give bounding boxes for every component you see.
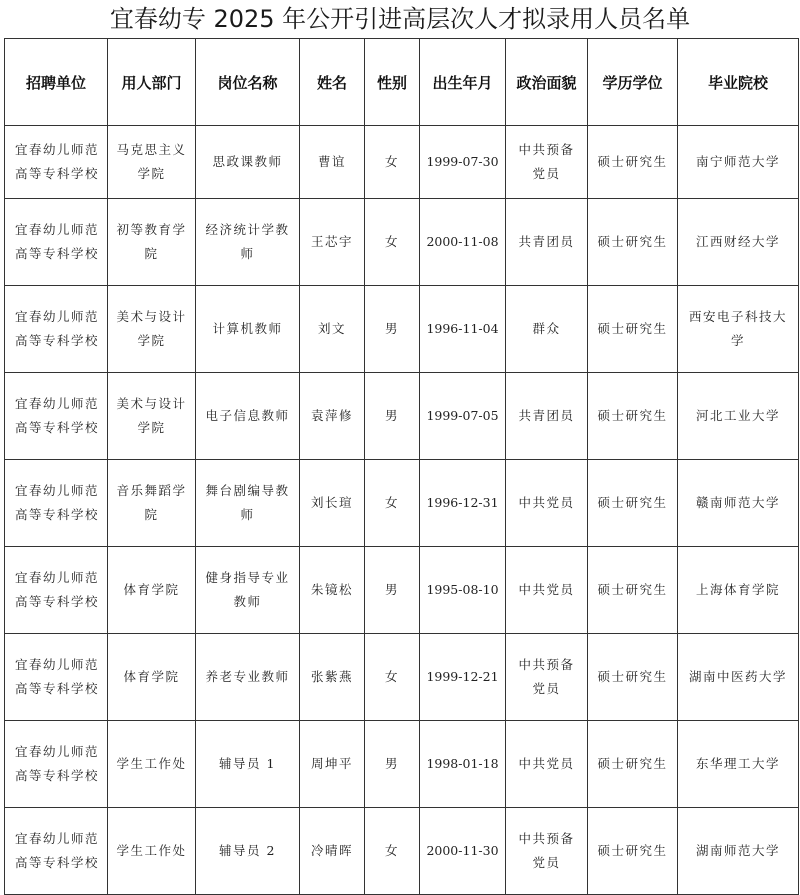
cell-name: 张紫燕 bbox=[300, 634, 365, 721]
cell-degree: 硕士研究生 bbox=[588, 547, 678, 634]
table-row bbox=[5, 199, 799, 286]
cell-position: 舞台剧编导教师 bbox=[196, 460, 300, 547]
cell-degree: 硕士研究生 bbox=[588, 460, 678, 547]
cell-gender: 女 bbox=[365, 199, 420, 286]
header-gender: 性别 bbox=[365, 39, 420, 126]
cell-degree: 硕士研究生 bbox=[588, 808, 678, 895]
cell-unit: 宜春幼儿师范高等专科学校 bbox=[5, 460, 108, 547]
cell-political: 中共党员 bbox=[506, 547, 588, 634]
cell-gender: 女 bbox=[365, 126, 420, 199]
cell-name: 冷晴晖 bbox=[300, 808, 365, 895]
cell-dept: 美术与设计学院 bbox=[108, 286, 196, 373]
cell-name: 曹谊 bbox=[300, 126, 365, 199]
table-row bbox=[5, 126, 799, 199]
cell-degree: 硕士研究生 bbox=[588, 199, 678, 286]
header-position: 岗位名称 bbox=[196, 39, 300, 126]
cell-school: 赣南师范大学 bbox=[678, 460, 799, 547]
cell-birth: 2000-11-30 bbox=[420, 808, 506, 895]
cell-position: 计算机教师 bbox=[196, 286, 300, 373]
cell-school: 上海体育学院 bbox=[678, 547, 799, 634]
document-title: 宜春幼专 2025 年公开引进高层次人才拟录用人员名单 bbox=[109, 5, 691, 33]
cell-degree: 硕士研究生 bbox=[588, 373, 678, 460]
cell-gender: 男 bbox=[365, 373, 420, 460]
cell-birth: 1995-08-10 bbox=[420, 547, 506, 634]
cell-name: 王芯宇 bbox=[300, 199, 365, 286]
cell-degree: 硕士研究生 bbox=[588, 126, 678, 199]
cell-school: 江西财经大学 bbox=[678, 199, 799, 286]
cell-position: 辅导员 1 bbox=[196, 721, 300, 808]
cell-dept: 音乐舞蹈学院 bbox=[108, 460, 196, 547]
cell-political: 共青团员 bbox=[506, 199, 588, 286]
table-row bbox=[5, 634, 799, 721]
table-row bbox=[5, 460, 799, 547]
cell-political: 中共预备党员 bbox=[506, 126, 588, 199]
cell-gender: 男 bbox=[365, 547, 420, 634]
cell-birth: 2000-11-08 bbox=[420, 199, 506, 286]
cell-name: 刘文 bbox=[300, 286, 365, 373]
cell-school: 湖南中医药大学 bbox=[678, 634, 799, 721]
header-birth: 出生年月 bbox=[420, 39, 506, 126]
cell-dept: 马克思主义学院 bbox=[108, 126, 196, 199]
header-political: 政治面貌 bbox=[506, 39, 588, 126]
cell-school: 河北工业大学 bbox=[678, 373, 799, 460]
cell-unit: 宜春幼儿师范高等专科学校 bbox=[5, 286, 108, 373]
cell-birth: 1996-12-31 bbox=[420, 460, 506, 547]
cell-position: 健身指导专业教师 bbox=[196, 547, 300, 634]
table-row bbox=[5, 721, 799, 808]
cell-school: 东华理工大学 bbox=[678, 721, 799, 808]
cell-birth: 1999-07-30 bbox=[420, 126, 506, 199]
cell-name: 刘长瑄 bbox=[300, 460, 365, 547]
header-degree: 学历学位 bbox=[588, 39, 678, 126]
cell-birth: 1999-07-05 bbox=[420, 373, 506, 460]
cell-degree: 硕士研究生 bbox=[588, 721, 678, 808]
cell-gender: 男 bbox=[365, 721, 420, 808]
cell-unit: 宜春幼儿师范高等专科学校 bbox=[5, 634, 108, 721]
cell-unit: 宜春幼儿师范高等专科学校 bbox=[5, 808, 108, 895]
cell-birth: 1998-01-18 bbox=[420, 721, 506, 808]
cell-position: 辅导员 2 bbox=[196, 808, 300, 895]
cell-position: 养老专业教师 bbox=[196, 634, 300, 721]
cell-political: 中共预备党员 bbox=[506, 634, 588, 721]
cell-dept: 体育学院 bbox=[108, 634, 196, 721]
cell-dept: 学生工作处 bbox=[108, 721, 196, 808]
cell-school: 湖南师范大学 bbox=[678, 808, 799, 895]
cell-position: 思政课教师 bbox=[196, 126, 300, 199]
header-school: 毕业院校 bbox=[678, 39, 799, 126]
cell-degree: 硕士研究生 bbox=[588, 286, 678, 373]
cell-name: 周坤平 bbox=[300, 721, 365, 808]
cell-unit: 宜春幼儿师范高等专科学校 bbox=[5, 721, 108, 808]
cell-unit: 宜春幼儿师范高等专科学校 bbox=[5, 547, 108, 634]
cell-degree: 硕士研究生 bbox=[588, 634, 678, 721]
cell-political: 群众 bbox=[506, 286, 588, 373]
cell-school: 南宁师范大学 bbox=[678, 126, 799, 199]
cell-school: 西安电子科技大学 bbox=[678, 286, 799, 373]
header-dept: 用人部门 bbox=[108, 39, 196, 126]
table-row bbox=[5, 373, 799, 460]
table-header-row bbox=[5, 39, 799, 126]
cell-birth: 1996-11-04 bbox=[420, 286, 506, 373]
cell-birth: 1999-12-21 bbox=[420, 634, 506, 721]
cell-dept: 体育学院 bbox=[108, 547, 196, 634]
cell-political: 中共预备党员 bbox=[506, 808, 588, 895]
cell-unit: 宜春幼儿师范高等专科学校 bbox=[5, 126, 108, 199]
cell-gender: 女 bbox=[365, 634, 420, 721]
cell-political: 共青团员 bbox=[506, 373, 588, 460]
cell-dept: 学生工作处 bbox=[108, 808, 196, 895]
header-name: 姓名 bbox=[300, 39, 365, 126]
cell-unit: 宜春幼儿师范高等专科学校 bbox=[5, 373, 108, 460]
cell-gender: 女 bbox=[365, 460, 420, 547]
cell-dept: 美术与设计学院 bbox=[108, 373, 196, 460]
cell-name: 袁萍修 bbox=[300, 373, 365, 460]
candidate-table bbox=[4, 38, 799, 895]
cell-dept: 初等教育学院 bbox=[108, 199, 196, 286]
cell-political: 中共党员 bbox=[506, 721, 588, 808]
cell-political: 中共党员 bbox=[506, 460, 588, 547]
cell-position: 电子信息教师 bbox=[196, 373, 300, 460]
cell-name: 朱镜松 bbox=[300, 547, 365, 634]
table-row bbox=[5, 808, 799, 895]
table-row bbox=[5, 547, 799, 634]
cell-position: 经济统计学教师 bbox=[196, 199, 300, 286]
cell-gender: 女 bbox=[365, 808, 420, 895]
table-row bbox=[5, 286, 799, 373]
cell-gender: 男 bbox=[365, 286, 420, 373]
cell-unit: 宜春幼儿师范高等专科学校 bbox=[5, 199, 108, 286]
header-unit: 招聘单位 bbox=[5, 39, 108, 126]
